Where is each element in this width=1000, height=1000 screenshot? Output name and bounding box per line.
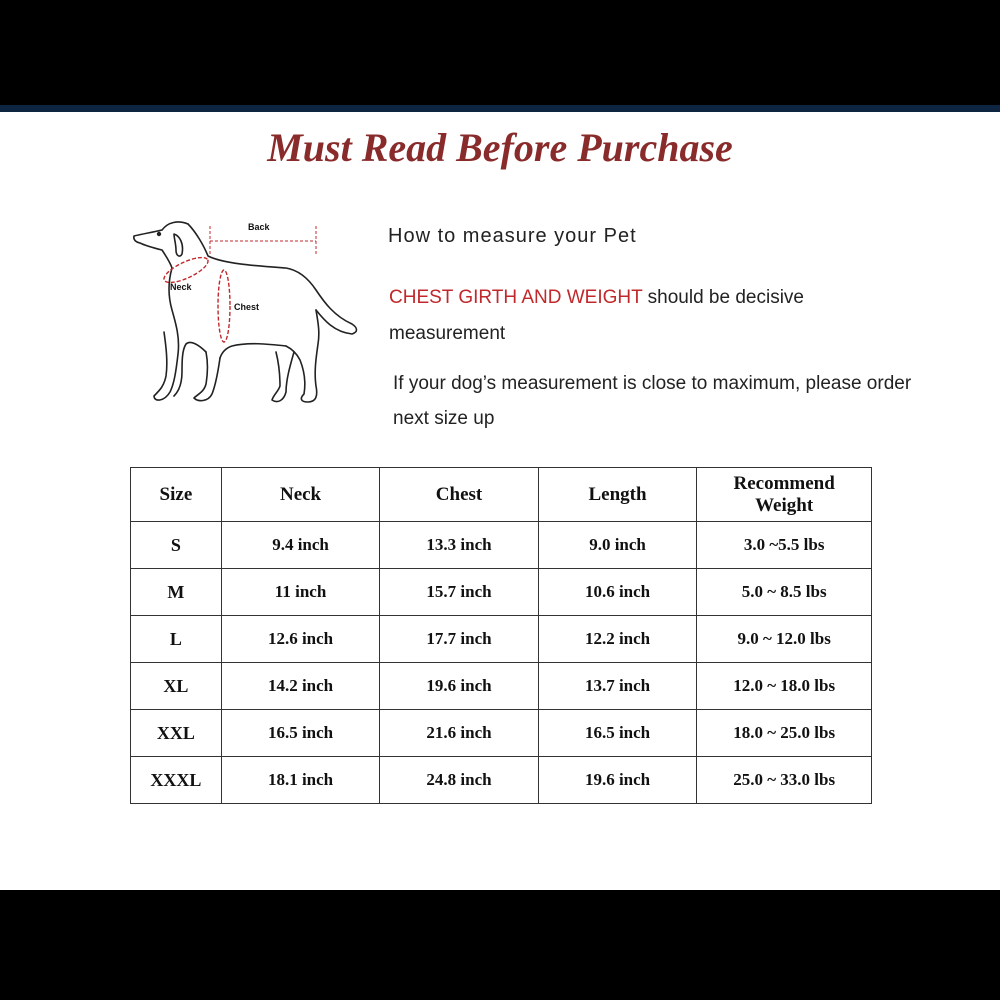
chest-cell: 15.7 inch <box>380 569 538 616</box>
neck-cell: 14.2 inch <box>221 663 379 710</box>
length-cell: 10.6 inch <box>538 569 697 616</box>
neck-cell: 9.4 inch <box>221 522 379 569</box>
decisive-measurement-note <box>389 280 909 352</box>
size-guide-panel <box>0 112 1000 890</box>
chest-cell: 19.6 inch <box>380 663 538 710</box>
size-cell: XXXL <box>131 757 222 804</box>
chest-cell: 21.6 inch <box>380 710 538 757</box>
how-to-measure-heading: How to measure your Pet <box>388 225 637 247</box>
chest-cell: 13.3 inch <box>380 522 538 569</box>
top-black-band <box>0 0 1000 108</box>
size-cell: L <box>131 616 222 663</box>
bottom-black-band <box>0 890 1000 1000</box>
neck-cell: 18.1 inch <box>221 757 379 804</box>
length-cell: 19.6 inch <box>538 757 697 804</box>
chest-cell: 24.8 inch <box>380 757 538 804</box>
size-cell: S <box>131 522 222 569</box>
table-row <box>131 616 872 663</box>
top-navy-stripe <box>0 105 1000 112</box>
size-chart-table <box>130 467 872 804</box>
size-up-advice: If your dog’s measurement is close to maximum, please order next size up <box>393 373 912 429</box>
table-row <box>131 522 872 569</box>
neck-cell: 12.6 inch <box>221 616 379 663</box>
weight-cell: 5.0 ~ 8.5 lbs <box>697 569 872 616</box>
chest-girth-weight-highlight: CHEST GIRTH AND WEIGHT <box>389 287 643 308</box>
chest-cell: 17.7 inch <box>380 616 538 663</box>
chest-label: Chest <box>234 302 260 312</box>
decisive-measurement-text: should be decisive measurement <box>389 287 804 344</box>
neck-cell: 16.5 inch <box>221 710 379 757</box>
dog-measurement-diagram <box>128 212 368 412</box>
length-cell: 9.0 inch <box>538 522 697 569</box>
size-cell: M <box>131 569 222 616</box>
neck-cell: 11 inch <box>221 569 379 616</box>
table-row <box>131 569 872 616</box>
size-cell: XL <box>131 663 222 710</box>
page-title: Must Read Before Purchase <box>267 125 733 170</box>
neck-label: Neck <box>170 282 192 292</box>
back-label: Back <box>248 222 270 232</box>
length-cell: 13.7 inch <box>538 663 697 710</box>
weight-cell: 25.0 ~ 33.0 lbs <box>697 757 872 804</box>
header-length: Length <box>538 468 697 522</box>
header-size: Size <box>131 468 222 522</box>
dog-outline-icon <box>134 222 357 402</box>
weight-cell: 9.0 ~ 12.0 lbs <box>697 616 872 663</box>
weight-cell: 3.0 ~5.5 lbs <box>697 522 872 569</box>
table-row <box>131 757 872 804</box>
header-chest: Chest <box>380 468 538 522</box>
table-header-row <box>131 468 872 522</box>
chest-measure-line <box>218 270 230 342</box>
length-cell: 16.5 inch <box>538 710 697 757</box>
weight-cell: 18.0 ~ 25.0 lbs <box>697 710 872 757</box>
header-recommend-weight <box>697 468 872 522</box>
table-row <box>131 663 872 710</box>
header-weight-line2: Weight <box>755 494 814 516</box>
length-cell: 12.2 inch <box>538 616 697 663</box>
table-row <box>131 710 872 757</box>
header-neck: Neck <box>221 468 379 522</box>
size-cell: XXL <box>131 710 222 757</box>
header-weight-line1: Recommend <box>733 472 835 494</box>
weight-cell: 12.0 ~ 18.0 lbs <box>697 663 872 710</box>
